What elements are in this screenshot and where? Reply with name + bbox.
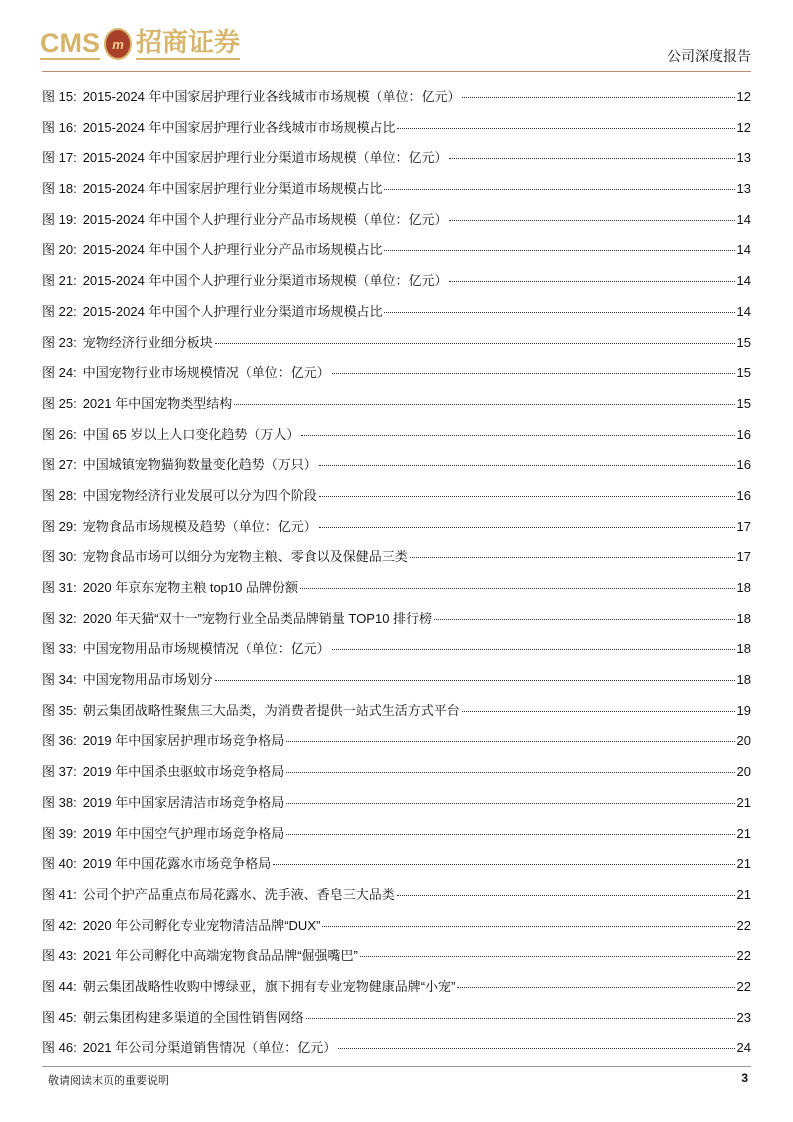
figure-label: 图 34: xyxy=(42,672,77,688)
dot-leader xyxy=(286,772,734,773)
dot-leader xyxy=(384,189,734,190)
dot-leader xyxy=(234,404,734,405)
dot-leader xyxy=(332,649,735,650)
dot-leader xyxy=(462,97,734,98)
toc-entry[interactable] xyxy=(42,485,751,516)
figure-label: 图 32: xyxy=(42,610,77,626)
figure-label: 图 27: xyxy=(42,457,77,473)
toc-page-number: 18 xyxy=(736,672,751,688)
dot-leader xyxy=(434,619,734,620)
dot-leader xyxy=(286,803,734,804)
figure-label: 图 23: xyxy=(42,334,77,350)
toc-page-number: 20 xyxy=(736,733,751,749)
figure-label: 图 25: xyxy=(42,395,77,411)
figure-title: 2015-2024 年中国个人护理行业分产品市场规模占比 xyxy=(82,242,383,258)
toc-entry[interactable] xyxy=(42,976,751,1007)
toc-entry[interactable] xyxy=(42,761,751,792)
figure-title: 宠物食品市场规模及趋势（单位：亿元） xyxy=(82,518,317,534)
document-type: 公司深度报告 xyxy=(667,49,751,65)
toc-entry[interactable] xyxy=(42,945,751,976)
dot-leader xyxy=(332,373,735,374)
toc-page-number: 22 xyxy=(736,978,751,994)
figure-label: 图 17: xyxy=(42,150,77,166)
figure-label: 图 42: xyxy=(42,917,77,933)
toc-page-number: 24 xyxy=(736,1040,751,1056)
toc-entry[interactable] xyxy=(42,424,751,455)
figure-title: 宠物食品市场可以细分为宠物主粮、零食以及保健品三类 xyxy=(82,549,408,565)
figure-title: 2019 年中国杀虫驱蚊市场竞争格局 xyxy=(82,764,285,780)
toc-entry[interactable] xyxy=(42,700,751,731)
figure-label: 图 33: xyxy=(42,641,77,657)
dot-leader xyxy=(306,1018,735,1019)
figure-label: 图 35: xyxy=(42,702,77,718)
toc-page-number: 22 xyxy=(736,917,751,933)
toc-entry[interactable] xyxy=(42,638,751,669)
toc-entry[interactable] xyxy=(42,608,751,639)
dot-leader xyxy=(462,711,735,712)
figure-label: 图 28: xyxy=(42,487,77,503)
figure-label: 图 36: xyxy=(42,733,77,749)
figure-label: 图 29: xyxy=(42,518,77,534)
dot-leader xyxy=(300,588,735,589)
toc-page-number: 23 xyxy=(736,1009,751,1025)
cms-logo xyxy=(40,28,240,60)
figure-title: 公司个护产品重点布局花露水、洗手液、香皂三大品类 xyxy=(82,886,395,902)
dot-leader xyxy=(215,680,735,681)
toc-entry[interactable] xyxy=(42,270,751,301)
figure-label: 图 22: xyxy=(42,303,77,319)
dot-leader xyxy=(319,527,735,528)
toc-page-number: 18 xyxy=(736,610,751,626)
toc-page-number: 16 xyxy=(736,457,751,473)
figure-title: 朝云集团战略性收购中博绿亚，旗下拥有专业宠物健康品牌“小宠” xyxy=(82,978,456,994)
dot-leader xyxy=(397,128,734,129)
dot-leader xyxy=(397,895,735,896)
dot-leader xyxy=(449,281,734,282)
dot-leader xyxy=(215,343,735,344)
figure-label: 图 38: xyxy=(42,794,77,810)
dot-leader xyxy=(273,864,734,865)
header-divider xyxy=(42,71,751,72)
toc-page-number: 15 xyxy=(736,395,751,411)
page-number: 3 xyxy=(741,1071,748,1085)
figure-label: 图 15: xyxy=(42,89,77,104)
toc-page-number: 14 xyxy=(736,303,751,319)
toc-page-number: 14 xyxy=(736,242,751,258)
toc-entry[interactable] xyxy=(42,362,751,393)
dot-leader xyxy=(338,1048,734,1049)
toc-page-number: 14 xyxy=(736,211,751,227)
figure-title: 中国宠物用品市场划分 xyxy=(82,672,213,688)
toc-entry[interactable] xyxy=(42,86,751,117)
toc-page-number: 12 xyxy=(736,119,751,135)
toc-page-number: 21 xyxy=(736,856,751,872)
figure-title: 2020 年天猫“双十一”宠物行业全品类品牌销量 TOP10 排行榜 xyxy=(82,610,433,626)
toc-entry[interactable] xyxy=(42,117,751,148)
figure-label: 图 20: xyxy=(42,242,77,258)
dot-leader xyxy=(319,496,735,497)
figure-title: 朝云集团构建多渠道的全国性销售网络 xyxy=(82,1009,304,1025)
toc-page-number: 17 xyxy=(736,549,751,565)
logo-seal-icon: m xyxy=(104,28,132,60)
figure-title: 2015-2024 年中国家居护理行业各线城市市场规模（单位：亿元） xyxy=(82,89,461,104)
figure-label: 图 39: xyxy=(42,825,77,841)
dot-leader xyxy=(360,956,735,957)
dot-leader xyxy=(457,987,734,988)
figure-label: 图 40: xyxy=(42,856,77,872)
toc-entry[interactable] xyxy=(42,730,751,761)
toc-page-number: 20 xyxy=(736,764,751,780)
toc-page-number: 19 xyxy=(736,702,751,718)
toc-page-number: 13 xyxy=(736,150,751,166)
dot-leader xyxy=(384,312,734,313)
figure-label: 图 26: xyxy=(42,426,77,442)
toc-page-number: 18 xyxy=(736,580,751,595)
toc-entry[interactable] xyxy=(42,853,751,884)
toc-entry[interactable] xyxy=(42,1007,751,1038)
figure-title: 2021 年公司孵化中高端宠物食品品牌“倔强嘴巴” xyxy=(82,948,358,964)
toc-entry[interactable] xyxy=(42,516,751,547)
figure-title: 中国宠物用品市场规模情况（单位：亿元） xyxy=(82,641,330,657)
dot-leader xyxy=(286,741,734,742)
toc-entry[interactable] xyxy=(42,915,751,946)
toc-entry[interactable] xyxy=(42,669,751,700)
toc-page-number: 21 xyxy=(736,794,751,810)
figure-title: 2021 年公司分渠道销售情况（单位：亿元） xyxy=(82,1040,337,1056)
toc-page-number: 16 xyxy=(736,426,751,442)
toc-entry[interactable] xyxy=(42,178,751,209)
figure-label: 图 37: xyxy=(42,764,77,780)
toc-entry[interactable] xyxy=(42,147,751,178)
toc-page-number: 15 xyxy=(736,365,751,381)
figure-title: 2019 年中国花露水市场竞争格局 xyxy=(82,856,272,872)
figure-label: 图 31: xyxy=(42,580,77,595)
figure-title: 2019 年中国空气护理市场竞争格局 xyxy=(82,825,285,841)
figure-label: 图 44: xyxy=(42,978,77,994)
figure-title: 中国 65 岁以上人口变化趋势（万人） xyxy=(82,426,300,442)
toc-entry[interactable] xyxy=(42,546,751,577)
dot-leader xyxy=(410,557,735,558)
toc-entry[interactable] xyxy=(42,884,751,915)
footer-divider xyxy=(42,1066,751,1067)
figure-label: 图 21: xyxy=(42,273,77,289)
figure-title: 2015-2024 年中国家居护理行业分渠道市场规模（单位：亿元） xyxy=(82,150,448,166)
figure-title: 朝云集团战略性聚焦三大品类，为消费者提供一站式生活方式平台 xyxy=(82,702,460,718)
figure-title: 中国宠物行业市场规模情况（单位：亿元） xyxy=(82,365,330,381)
dot-leader xyxy=(449,220,734,221)
toc-page-number: 21 xyxy=(736,825,751,841)
figure-title: 宠物经济行业细分板块 xyxy=(82,334,213,350)
toc-page-number: 12 xyxy=(736,89,751,104)
toc-entry[interactable] xyxy=(42,1037,751,1068)
figure-title: 2021 年中国宠物类型结构 xyxy=(82,395,233,411)
figure-label: 图 16: xyxy=(42,119,77,135)
figure-toc xyxy=(42,86,751,1068)
figure-title: 中国宠物经济行业发展可以分为四个阶段 xyxy=(82,487,317,503)
toc-page-number: 15 xyxy=(736,334,751,350)
figure-title: 2019 年中国家居清洁市场竞争格局 xyxy=(82,794,285,810)
dot-leader xyxy=(319,465,735,466)
toc-entry[interactable] xyxy=(42,577,751,608)
figure-label: 图 45: xyxy=(42,1009,77,1025)
toc-page-number: 16 xyxy=(736,487,751,503)
toc-entry[interactable] xyxy=(42,454,751,485)
figure-title: 2015-2024 年中国家居护理行业分渠道市场规模占比 xyxy=(82,181,383,197)
figure-title: 2015-2024 年中国个人护理行业分渠道市场规模（单位：亿元） xyxy=(82,273,448,289)
toc-page-number: 14 xyxy=(736,273,751,289)
dot-leader xyxy=(301,435,734,436)
footer-note: 敬请阅读末页的重要说明 xyxy=(48,1074,169,1087)
figure-label: 图 18: xyxy=(42,181,77,197)
toc-entry[interactable] xyxy=(42,393,751,424)
figure-title: 2015-2024 年中国个人护理行业分产品市场规模（单位：亿元） xyxy=(82,211,448,227)
dot-leader xyxy=(449,158,734,159)
figure-label: 图 30: xyxy=(42,549,77,565)
toc-page-number: 22 xyxy=(736,948,751,964)
dot-leader xyxy=(322,926,734,927)
toc-entry[interactable] xyxy=(42,209,751,240)
toc-page-number: 17 xyxy=(736,518,751,534)
toc-page-number: 13 xyxy=(736,181,751,197)
figure-title: 2015-2024 年中国个人护理行业分渠道市场规模占比 xyxy=(82,303,383,319)
figure-label: 图 43: xyxy=(42,948,77,964)
logo-text: CMS xyxy=(40,28,100,58)
figure-title: 2020 年公司孵化专业宠物清洁品牌“DUX” xyxy=(82,917,321,933)
dot-leader xyxy=(384,250,734,251)
figure-label: 图 24: xyxy=(42,365,77,381)
figure-label: 图 19: xyxy=(42,211,77,227)
figure-title: 2015-2024 年中国家居护理行业各线城市市场规模占比 xyxy=(82,119,396,135)
toc-entry[interactable] xyxy=(42,301,751,332)
toc-entry[interactable] xyxy=(42,823,751,854)
figure-title: 中国城镇宠物猫狗数量变化趋势（万只） xyxy=(82,457,317,473)
logo-cn-text: 招商证券 xyxy=(136,28,241,58)
figure-title: 2019 年中国家居护理市场竞争格局 xyxy=(82,733,285,749)
toc-entry[interactable] xyxy=(42,792,751,823)
figure-label: 图 46: xyxy=(42,1040,77,1056)
toc-entry[interactable] xyxy=(42,332,751,363)
figure-label: 图 41: xyxy=(42,886,77,902)
dot-leader xyxy=(286,834,734,835)
toc-entry[interactable] xyxy=(42,239,751,270)
toc-page-number: 18 xyxy=(736,641,751,657)
toc-page-number: 21 xyxy=(736,886,751,902)
figure-title: 2020 年京东宠物主粮 top10 品牌份额 xyxy=(82,580,298,595)
